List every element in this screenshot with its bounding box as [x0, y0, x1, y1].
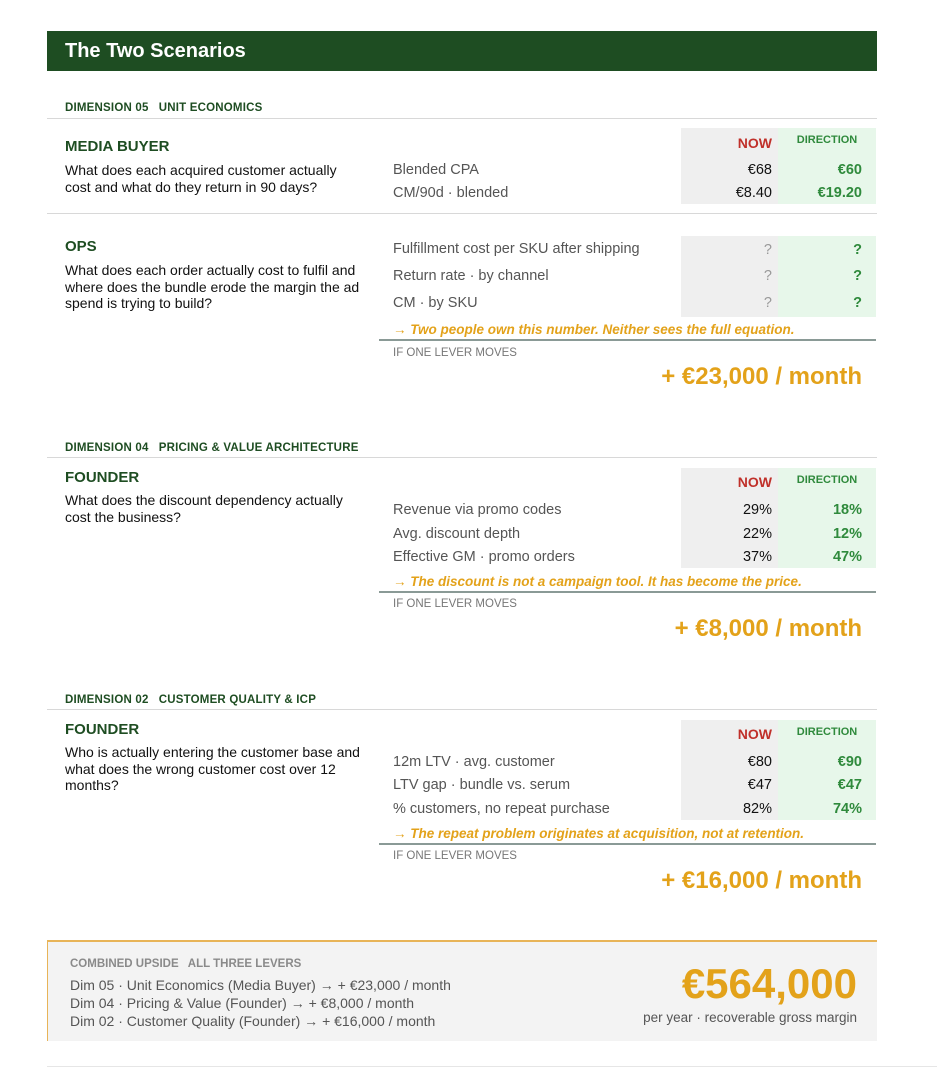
- metric-label: CM · by SKU: [393, 295, 478, 311]
- dimension-label: DIMENSION 05 UNIT ECONOMICS: [65, 102, 263, 114]
- role-label: FOUNDER: [65, 721, 140, 738]
- metric-direction-value: €90: [837, 754, 862, 770]
- combined-line: Dim 04 · Pricing & Value (Founder) → + €8,000 / month: [70, 995, 415, 1011]
- metric-direction-value: 12%: [832, 526, 862, 542]
- divider: [47, 457, 877, 458]
- question-text: What does the discount dependency actually cost the business?: [65, 492, 343, 525]
- metric-label: Revenue via promo codes: [393, 502, 562, 518]
- direction-header: DIRECTION: [796, 474, 858, 486]
- combined-line: Dim 02 · Customer Quality (Founder) → + €16,000 / month: [70, 1013, 436, 1029]
- metric-direction-value: 74%: [832, 801, 862, 817]
- metric-label: Return rate · by channel: [393, 268, 549, 284]
- metric-direction-value: €47: [837, 777, 862, 793]
- combined-total: €564,000: [681, 960, 857, 1007]
- upside-value: + €23,000 / month: [661, 363, 862, 390]
- insight-note: → The discount is not a campaign tool. It has become the price.: [393, 574, 802, 589]
- note-rule: [379, 591, 876, 593]
- metric-label: Effective GM · promo orders: [393, 549, 575, 565]
- metric-now-value: 82%: [742, 801, 772, 817]
- now-header: NOW: [737, 474, 772, 490]
- metric-direction-value: €60: [837, 162, 862, 178]
- metric-now-value: €8.40: [735, 185, 772, 201]
- role-label: FOUNDER: [65, 469, 140, 486]
- metric-direction-value: €19.20: [817, 185, 862, 201]
- metric-now-value: 22%: [742, 526, 772, 542]
- page-title: The Two Scenarios: [47, 31, 877, 71]
- combined-line: Dim 05 · Unit Economics (Media Buyer) → + €23,000 / month: [70, 977, 451, 993]
- dimension-label: DIMENSION 02 CUSTOMER QUALITY & ICP: [65, 694, 317, 706]
- divider: [47, 213, 877, 214]
- metric-now-value: 37%: [742, 549, 772, 565]
- metric-direction-value: 47%: [832, 549, 862, 565]
- metric-label: CM/90d · blended: [393, 185, 509, 201]
- metric-label: LTV gap · bundle vs. serum: [393, 777, 571, 793]
- upside-value: + €16,000 / month: [661, 867, 862, 894]
- metric-direction-value: ?: [853, 268, 862, 284]
- upside-value: + €8,000 / month: [674, 615, 862, 642]
- metric-label: Fulfillment cost per SKU after shipping: [393, 241, 640, 257]
- lever-label: IF ONE LEVER MOVES: [393, 598, 517, 610]
- direction-header: DIRECTION: [796, 726, 858, 738]
- combined-heading: COMBINED UPSIDE ALL THREE LEVERS: [70, 958, 302, 970]
- divider: [47, 118, 877, 119]
- lever-label: IF ONE LEVER MOVES: [393, 347, 517, 359]
- metric-direction-value: ?: [853, 242, 862, 258]
- combined-total-caption: per year · recoverable gross margin: [643, 1010, 857, 1025]
- question-text: Who is actually entering the customer base and what does the wrong customer cost over 12 months?: [65, 744, 360, 793]
- footer-divider: [47, 1066, 937, 1067]
- question-text: What does each acquired customer actually cost and what do they return in 90 days?: [65, 162, 337, 195]
- note-rule: [379, 843, 876, 845]
- role-label: MEDIA BUYER: [65, 138, 170, 155]
- metric-now-value: ?: [763, 242, 772, 258]
- metric-now-value: 29%: [742, 502, 772, 518]
- lever-label: IF ONE LEVER MOVES: [393, 850, 517, 862]
- combined-upside-panel: [47, 940, 877, 1041]
- metric-direction-value: ?: [853, 295, 862, 311]
- note-rule: [379, 339, 876, 341]
- now-header: NOW: [737, 726, 772, 742]
- metric-label: Avg. discount depth: [393, 526, 521, 542]
- direction-header: DIRECTION: [796, 134, 858, 146]
- metric-now-value: €47: [747, 777, 772, 793]
- divider: [47, 709, 877, 710]
- metric-now-value: €80: [747, 754, 772, 770]
- metric-direction-value: 18%: [832, 502, 862, 518]
- metric-label: Blended CPA: [393, 162, 479, 178]
- metric-label: % customers, no repeat purchase: [393, 801, 610, 817]
- now-header: NOW: [737, 135, 772, 151]
- metric-now-value: ?: [763, 268, 772, 284]
- question-text: What does each order actually cost to fulfil and where does the bundle erode the margin the ad spend is trying to build?: [65, 262, 360, 311]
- metric-now-value: €68: [747, 162, 772, 178]
- metric-label: 12m LTV · avg. customer: [393, 754, 555, 770]
- insight-note: → The repeat problem originates at acquisition, not at retention.: [393, 826, 805, 841]
- insight-note: → Two people own this number. Neither sees the full equation.: [393, 322, 795, 337]
- role-label: OPS: [65, 238, 97, 255]
- dimension-label: DIMENSION 04 PRICING & VALUE ARCHITECTURE: [65, 442, 359, 454]
- metric-now-value: ?: [763, 295, 772, 311]
